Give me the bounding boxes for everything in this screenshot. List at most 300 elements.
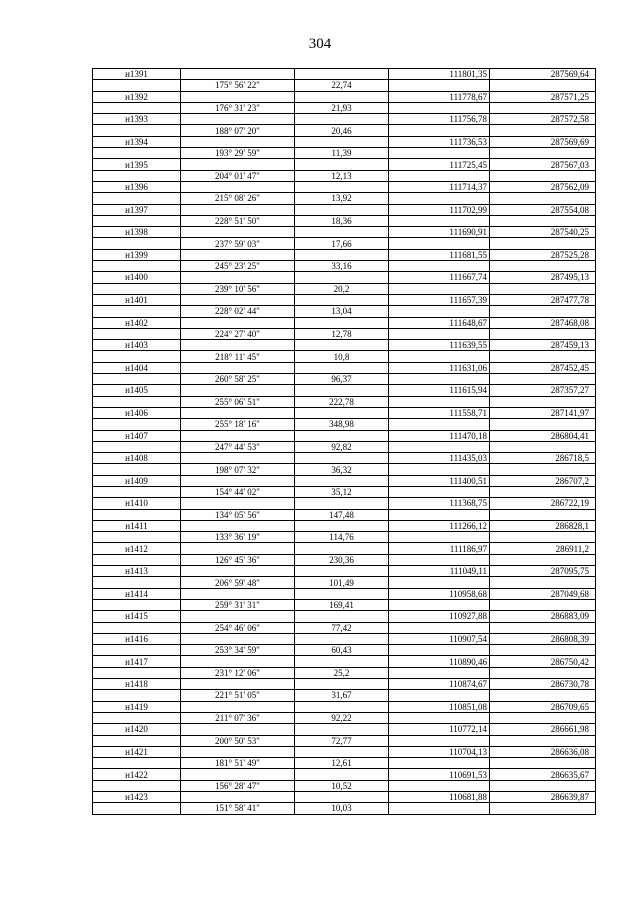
empty-cell xyxy=(181,679,295,690)
y-coordinate-cell: 287495,13 xyxy=(490,272,596,283)
empty-cell xyxy=(93,464,181,475)
direction-angle-cell: 228° 02' 44" xyxy=(181,306,295,317)
direction-angle-cell: 151° 58' 41" xyxy=(181,803,295,814)
y-coordinate-cell: 286707,2 xyxy=(490,475,596,486)
direction-angle-cell: 175° 56' 22" xyxy=(181,80,295,91)
empty-cell xyxy=(389,464,490,475)
empty-cell xyxy=(93,261,181,272)
empty-cell xyxy=(295,69,389,80)
empty-cell xyxy=(93,645,181,656)
segment-row xyxy=(93,306,596,317)
segment-row xyxy=(93,464,596,475)
x-coordinate-cell: 110681,88 xyxy=(389,792,490,803)
empty-cell xyxy=(181,272,295,283)
direction-angle-cell: 154° 44' 02" xyxy=(181,486,295,497)
empty-cell xyxy=(389,283,490,294)
point-row xyxy=(93,181,596,192)
point-row xyxy=(93,362,596,373)
x-coordinate-cell: 111667,74 xyxy=(389,272,490,283)
empty-cell xyxy=(181,724,295,735)
direction-angle-cell: 253° 34' 59" xyxy=(181,645,295,656)
empty-cell xyxy=(490,80,596,91)
empty-cell xyxy=(295,588,389,599)
x-coordinate-cell: 111049,11 xyxy=(389,566,490,577)
direction-angle-cell: 181° 51' 49" xyxy=(181,758,295,769)
empty-cell xyxy=(389,599,490,610)
empty-cell xyxy=(93,690,181,701)
direction-angle-cell: 260° 58' 25" xyxy=(181,374,295,385)
segment-row xyxy=(93,193,596,204)
segment-row xyxy=(93,80,596,91)
point-row xyxy=(93,69,596,80)
empty-cell xyxy=(389,306,490,317)
distance-cell: 12,78 xyxy=(295,328,389,339)
point-id-cell: н1414 xyxy=(93,588,181,599)
empty-cell xyxy=(181,520,295,531)
empty-cell xyxy=(181,362,295,373)
point-id-cell: н1411 xyxy=(93,520,181,531)
x-coordinate-cell: 110890,46 xyxy=(389,656,490,667)
empty-cell xyxy=(295,520,389,531)
y-coordinate-cell: 286828,1 xyxy=(490,520,596,531)
empty-cell xyxy=(490,215,596,226)
distance-cell: 169,41 xyxy=(295,599,389,610)
empty-cell xyxy=(295,91,389,102)
empty-cell xyxy=(93,780,181,791)
y-coordinate-cell: 286730,78 xyxy=(490,679,596,690)
point-id-cell: н1396 xyxy=(93,181,181,192)
empty-cell xyxy=(490,351,596,362)
y-coordinate-cell: 287571,25 xyxy=(490,91,596,102)
point-row xyxy=(93,520,596,531)
y-coordinate-cell: 286911,2 xyxy=(490,543,596,554)
segment-row xyxy=(93,780,596,791)
empty-cell xyxy=(295,340,389,351)
point-id-cell: н1402 xyxy=(93,317,181,328)
empty-cell xyxy=(389,80,490,91)
point-id-cell: н1400 xyxy=(93,272,181,283)
empty-cell xyxy=(490,441,596,452)
point-row xyxy=(93,656,596,667)
x-coordinate-cell: 111736,53 xyxy=(389,136,490,147)
distance-cell: 20,46 xyxy=(295,125,389,136)
distance-cell: 92,82 xyxy=(295,441,389,452)
empty-cell xyxy=(181,701,295,712)
distance-cell: 22,74 xyxy=(295,80,389,91)
point-id-cell: н1422 xyxy=(93,769,181,780)
empty-cell xyxy=(93,80,181,91)
coordinates-table-body xyxy=(93,69,596,815)
empty-cell xyxy=(93,193,181,204)
empty-cell xyxy=(181,792,295,803)
empty-cell xyxy=(490,328,596,339)
point-id-cell: н1423 xyxy=(93,792,181,803)
distance-cell: 36,32 xyxy=(295,464,389,475)
empty-cell xyxy=(389,554,490,565)
point-id-cell: н1412 xyxy=(93,543,181,554)
direction-angle-cell: 200° 50' 53" xyxy=(181,735,295,746)
segment-row xyxy=(93,351,596,362)
direction-angle-cell: 126° 45' 36" xyxy=(181,554,295,565)
segment-row xyxy=(93,102,596,113)
y-coordinate-cell: 286804,41 xyxy=(490,430,596,441)
x-coordinate-cell: 110704,13 xyxy=(389,746,490,757)
empty-cell xyxy=(93,148,181,159)
segment-row xyxy=(93,283,596,294)
point-row xyxy=(93,633,596,644)
point-id-cell: н1409 xyxy=(93,475,181,486)
x-coordinate-cell: 110907,54 xyxy=(389,633,490,644)
empty-cell xyxy=(181,656,295,667)
direction-angle-cell: 224° 27' 40" xyxy=(181,328,295,339)
x-coordinate-cell: 110874,67 xyxy=(389,679,490,690)
point-row xyxy=(93,724,596,735)
y-coordinate-cell: 287569,69 xyxy=(490,136,596,147)
empty-cell xyxy=(181,317,295,328)
empty-cell xyxy=(490,803,596,814)
x-coordinate-cell: 111681,55 xyxy=(389,249,490,260)
point-id-cell: н1394 xyxy=(93,136,181,147)
direction-angle-cell: 133° 36' 19" xyxy=(181,532,295,543)
direction-angle-cell: 237° 59' 03" xyxy=(181,238,295,249)
empty-cell xyxy=(389,577,490,588)
empty-cell xyxy=(93,758,181,769)
empty-cell xyxy=(93,351,181,362)
x-coordinate-cell: 111435,03 xyxy=(389,453,490,464)
point-id-cell: н1393 xyxy=(93,114,181,125)
point-row xyxy=(93,701,596,712)
segment-row xyxy=(93,622,596,633)
empty-cell xyxy=(295,792,389,803)
x-coordinate-cell: 110772,14 xyxy=(389,724,490,735)
point-id-cell: н1403 xyxy=(93,340,181,351)
empty-cell xyxy=(490,261,596,272)
empty-cell xyxy=(181,633,295,644)
point-row xyxy=(93,679,596,690)
y-coordinate-cell: 286639,87 xyxy=(490,792,596,803)
empty-cell xyxy=(93,509,181,520)
distance-cell: 12,13 xyxy=(295,170,389,181)
empty-cell xyxy=(389,735,490,746)
x-coordinate-cell: 111400,51 xyxy=(389,475,490,486)
empty-cell xyxy=(181,611,295,622)
direction-angle-cell: 228° 51' 50" xyxy=(181,215,295,226)
point-row xyxy=(93,769,596,780)
coordinates-table xyxy=(92,68,596,815)
empty-cell xyxy=(181,294,295,305)
direction-angle-cell: 206° 59' 48" xyxy=(181,577,295,588)
segment-row xyxy=(93,328,596,339)
empty-cell xyxy=(181,227,295,238)
distance-cell: 147,48 xyxy=(295,509,389,520)
empty-cell xyxy=(490,374,596,385)
direction-angle-cell: 211° 07' 36" xyxy=(181,712,295,723)
y-coordinate-cell: 286883,09 xyxy=(490,611,596,622)
empty-cell xyxy=(295,159,389,170)
segment-row xyxy=(93,735,596,746)
empty-cell xyxy=(389,238,490,249)
empty-cell xyxy=(181,91,295,102)
distance-cell: 72,77 xyxy=(295,735,389,746)
y-coordinate-cell: 287572,58 xyxy=(490,114,596,125)
empty-cell xyxy=(93,735,181,746)
direction-angle-cell: 245° 23' 25" xyxy=(181,261,295,272)
point-id-cell: н1392 xyxy=(93,91,181,102)
distance-cell: 20,2 xyxy=(295,283,389,294)
segment-row xyxy=(93,690,596,701)
empty-cell xyxy=(389,351,490,362)
segment-row xyxy=(93,125,596,136)
x-coordinate-cell: 111714,37 xyxy=(389,181,490,192)
empty-cell xyxy=(93,803,181,814)
x-coordinate-cell: 110691,53 xyxy=(389,769,490,780)
empty-cell xyxy=(490,577,596,588)
empty-cell xyxy=(490,396,596,407)
point-id-cell: н1397 xyxy=(93,204,181,215)
empty-cell xyxy=(181,475,295,486)
point-row xyxy=(93,249,596,260)
y-coordinate-cell: 287569,64 xyxy=(490,69,596,80)
empty-cell xyxy=(490,780,596,791)
direction-angle-cell: 193° 29' 59" xyxy=(181,148,295,159)
y-coordinate-cell: 286636,08 xyxy=(490,746,596,757)
segment-row xyxy=(93,170,596,181)
x-coordinate-cell: 110958,68 xyxy=(389,588,490,599)
empty-cell xyxy=(490,712,596,723)
empty-cell xyxy=(389,645,490,656)
direction-angle-cell: 176° 31' 23" xyxy=(181,102,295,113)
empty-cell xyxy=(181,566,295,577)
empty-cell xyxy=(295,272,389,283)
empty-cell xyxy=(389,170,490,181)
empty-cell xyxy=(295,611,389,622)
empty-cell xyxy=(389,125,490,136)
empty-cell xyxy=(490,690,596,701)
empty-cell xyxy=(295,746,389,757)
empty-cell xyxy=(490,193,596,204)
point-row xyxy=(93,746,596,757)
empty-cell xyxy=(181,204,295,215)
empty-cell xyxy=(389,374,490,385)
empty-cell xyxy=(295,656,389,667)
y-coordinate-cell: 287477,78 xyxy=(490,294,596,305)
empty-cell xyxy=(295,724,389,735)
x-coordinate-cell: 111186,97 xyxy=(389,543,490,554)
empty-cell xyxy=(93,486,181,497)
point-row xyxy=(93,453,596,464)
point-row xyxy=(93,475,596,486)
empty-cell xyxy=(181,69,295,80)
point-id-cell: н1407 xyxy=(93,430,181,441)
y-coordinate-cell: 286709,65 xyxy=(490,701,596,712)
point-row xyxy=(93,159,596,170)
empty-cell xyxy=(490,622,596,633)
empty-cell xyxy=(93,170,181,181)
segment-row xyxy=(93,215,596,226)
empty-cell xyxy=(93,283,181,294)
empty-cell xyxy=(181,340,295,351)
segment-row xyxy=(93,441,596,452)
point-row xyxy=(93,385,596,396)
direction-angle-cell: 134° 05' 56" xyxy=(181,509,295,520)
segment-row xyxy=(93,803,596,814)
segment-row xyxy=(93,238,596,249)
empty-cell xyxy=(93,396,181,407)
empty-cell xyxy=(93,102,181,113)
point-id-cell: н1404 xyxy=(93,362,181,373)
empty-cell xyxy=(181,385,295,396)
point-id-cell: н1417 xyxy=(93,656,181,667)
distance-cell: 31,67 xyxy=(295,690,389,701)
y-coordinate-cell: 286808,39 xyxy=(490,633,596,644)
empty-cell xyxy=(389,441,490,452)
direction-angle-cell: 204° 01' 47" xyxy=(181,170,295,181)
distance-cell: 33,16 xyxy=(295,261,389,272)
point-id-cell: н1415 xyxy=(93,611,181,622)
x-coordinate-cell: 111558,71 xyxy=(389,407,490,418)
point-row xyxy=(93,498,596,509)
empty-cell xyxy=(93,712,181,723)
empty-cell xyxy=(490,599,596,610)
direction-angle-cell: 218° 11' 45" xyxy=(181,351,295,362)
x-coordinate-cell: 111657,39 xyxy=(389,294,490,305)
direction-angle-cell: 188° 07' 20" xyxy=(181,125,295,136)
x-coordinate-cell: 111756,78 xyxy=(389,114,490,125)
x-coordinate-cell: 111702,99 xyxy=(389,204,490,215)
empty-cell xyxy=(181,159,295,170)
x-coordinate-cell: 110927,88 xyxy=(389,611,490,622)
empty-cell xyxy=(181,407,295,418)
empty-cell xyxy=(93,374,181,385)
empty-cell xyxy=(295,475,389,486)
distance-cell: 12,61 xyxy=(295,758,389,769)
empty-cell xyxy=(490,645,596,656)
distance-cell: 10,03 xyxy=(295,803,389,814)
empty-cell xyxy=(295,114,389,125)
point-row xyxy=(93,227,596,238)
direction-angle-cell: 255° 18' 16" xyxy=(181,419,295,430)
point-row xyxy=(93,340,596,351)
distance-cell: 13,04 xyxy=(295,306,389,317)
distance-cell: 18,36 xyxy=(295,215,389,226)
y-coordinate-cell: 287540,25 xyxy=(490,227,596,238)
y-coordinate-cell: 287095,75 xyxy=(490,566,596,577)
empty-cell xyxy=(295,227,389,238)
point-id-cell: н1419 xyxy=(93,701,181,712)
x-coordinate-cell: 111801,35 xyxy=(389,69,490,80)
x-coordinate-cell: 110851,08 xyxy=(389,701,490,712)
point-id-cell: н1399 xyxy=(93,249,181,260)
empty-cell xyxy=(181,588,295,599)
page-number: 304 xyxy=(308,36,332,52)
empty-cell xyxy=(490,464,596,475)
distance-cell: 348,98 xyxy=(295,419,389,430)
point-row xyxy=(93,566,596,577)
empty-cell xyxy=(389,712,490,723)
empty-cell xyxy=(295,701,389,712)
point-row xyxy=(93,317,596,328)
point-row xyxy=(93,136,596,147)
empty-cell xyxy=(490,667,596,678)
empty-cell xyxy=(490,125,596,136)
empty-cell xyxy=(490,170,596,181)
empty-cell xyxy=(389,667,490,678)
empty-cell xyxy=(181,181,295,192)
segment-row xyxy=(93,599,596,610)
x-coordinate-cell: 111639,55 xyxy=(389,340,490,351)
x-coordinate-cell: 111690,91 xyxy=(389,227,490,238)
empty-cell xyxy=(490,102,596,113)
empty-cell xyxy=(93,667,181,678)
empty-cell xyxy=(181,769,295,780)
empty-cell xyxy=(389,102,490,113)
empty-cell xyxy=(295,385,389,396)
point-row xyxy=(93,588,596,599)
empty-cell xyxy=(93,577,181,588)
segment-row xyxy=(93,486,596,497)
empty-cell xyxy=(181,136,295,147)
y-coordinate-cell: 286635,67 xyxy=(490,769,596,780)
empty-cell xyxy=(490,486,596,497)
empty-cell xyxy=(389,396,490,407)
empty-cell xyxy=(490,148,596,159)
empty-cell xyxy=(181,114,295,125)
empty-cell xyxy=(389,193,490,204)
y-coordinate-cell: 286722,19 xyxy=(490,498,596,509)
point-id-cell: н1416 xyxy=(93,633,181,644)
empty-cell xyxy=(389,509,490,520)
empty-cell xyxy=(490,283,596,294)
x-coordinate-cell: 111631,06 xyxy=(389,362,490,373)
distance-cell: 21,93 xyxy=(295,102,389,113)
empty-cell xyxy=(389,419,490,430)
empty-cell xyxy=(93,328,181,339)
y-coordinate-cell: 286661,98 xyxy=(490,724,596,735)
direction-angle-cell: 239° 10' 56" xyxy=(181,283,295,294)
segment-row xyxy=(93,667,596,678)
y-coordinate-cell: 286750,42 xyxy=(490,656,596,667)
point-row xyxy=(93,407,596,418)
y-coordinate-cell: 286718,5 xyxy=(490,453,596,464)
segment-row xyxy=(93,758,596,769)
empty-cell xyxy=(181,498,295,509)
point-id-cell: н1413 xyxy=(93,566,181,577)
empty-cell xyxy=(295,566,389,577)
direction-angle-cell: 198° 07' 32" xyxy=(181,464,295,475)
empty-cell xyxy=(295,498,389,509)
segment-row xyxy=(93,396,596,407)
empty-cell xyxy=(295,362,389,373)
empty-cell xyxy=(389,532,490,543)
empty-cell xyxy=(295,294,389,305)
empty-cell xyxy=(181,543,295,554)
point-row xyxy=(93,430,596,441)
point-id-cell: н1410 xyxy=(93,498,181,509)
empty-cell xyxy=(389,758,490,769)
point-id-cell: н1401 xyxy=(93,294,181,305)
segment-row xyxy=(93,374,596,385)
empty-cell xyxy=(490,532,596,543)
empty-cell xyxy=(490,419,596,430)
empty-cell xyxy=(295,543,389,554)
segment-row xyxy=(93,712,596,723)
empty-cell xyxy=(389,690,490,701)
empty-cell xyxy=(490,509,596,520)
x-coordinate-cell: 111266,12 xyxy=(389,520,490,531)
empty-cell xyxy=(93,215,181,226)
empty-cell xyxy=(93,238,181,249)
x-coordinate-cell: 111615,94 xyxy=(389,385,490,396)
